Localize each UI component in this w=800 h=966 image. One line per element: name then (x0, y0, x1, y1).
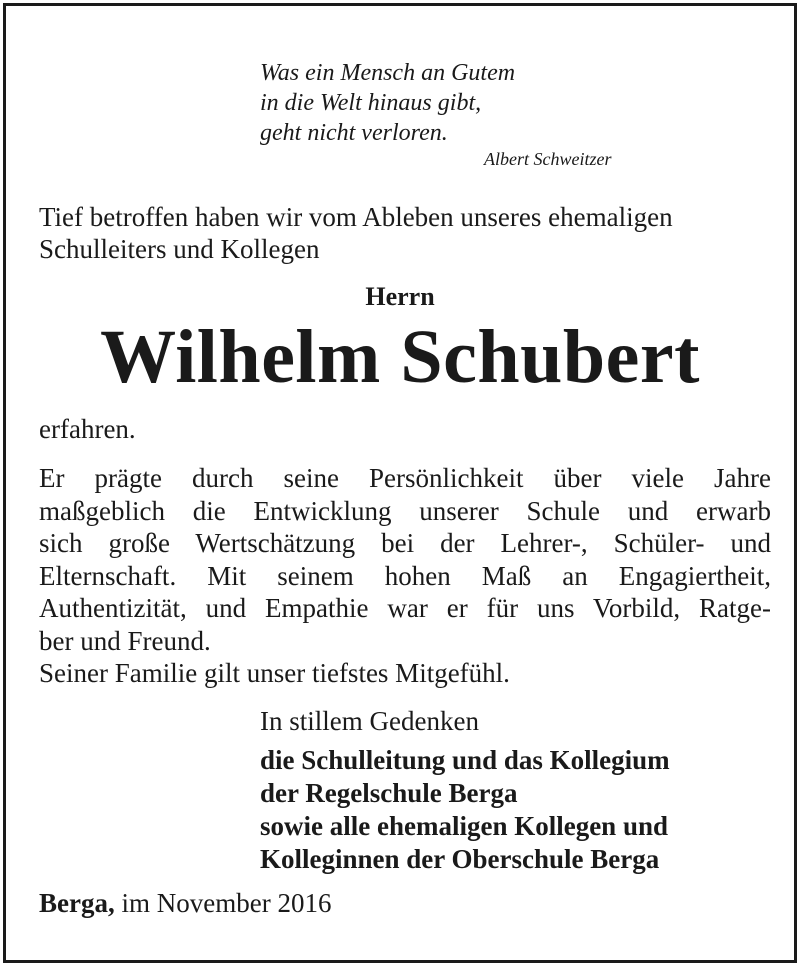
tribute-paragraph (39, 462, 771, 690)
body-line: Er prägte durch seine Persönlichkeit über viele Jahre (39, 463, 771, 493)
intro-line: Schulleiters und Kollegen (39, 234, 320, 264)
intro-text (39, 201, 673, 265)
deceased-name: Wilhelm Schubert (100, 315, 700, 399)
quote-line: in die Welt hinaus gibt, (260, 90, 482, 116)
place-date (39, 888, 331, 919)
gedenken-text: In stillem Gedenken (260, 706, 479, 736)
body-line: Elternschaft. Mit seinem hohen Maß an Engagiertheit, (39, 560, 771, 591)
place-name: Berga, (39, 888, 115, 918)
signers-block (260, 744, 670, 876)
obituary-notice (3, 3, 797, 963)
body-line: Authentizität, und Empathie war er für uns Vorbild, Ratge- (39, 593, 771, 623)
body-line: Seiner Familie gilt unser tiefstes Mitgefühl. (39, 658, 510, 688)
erfahren-text: erfahren. (39, 414, 136, 444)
signer-line: Kolleginnen der Oberschule Berga (260, 844, 660, 874)
intro-line: Tief betroffen haben wir vom Ableben unseres ehemaligen (39, 202, 673, 232)
signer-line: der Regelschule Berga (260, 778, 518, 808)
salutation: Herrn (365, 282, 435, 311)
signer-line: die Schulleitung und das Kollegium (260, 745, 670, 775)
quote-author: Albert Schweitzer (484, 149, 612, 169)
body-line: sich große Wertschätzung bei der Lehrer-, Schüler- und (39, 528, 771, 558)
body-line: maßgeblich die Entwicklung unserer Schule und erwarb (39, 495, 771, 526)
quote-line: geht nicht verloren. (260, 120, 448, 146)
body-line: ber und Freund. (39, 625, 211, 656)
epigraph-quote (260, 58, 515, 148)
quote-line: Was ein Mensch an Gutem (260, 60, 516, 86)
signer-line: sowie alle ehemaligen Kollegen und (260, 811, 668, 841)
date-text: im November 2016 (121, 888, 332, 918)
